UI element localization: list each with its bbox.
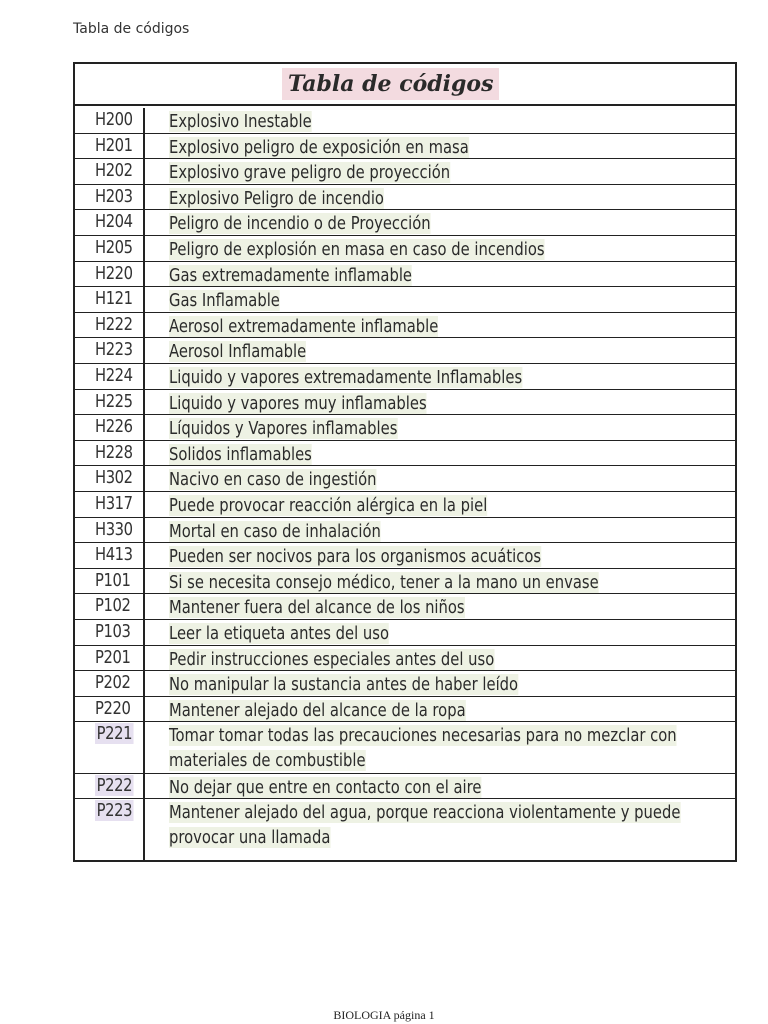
row-description-cell	[169, 339, 721, 364]
row-code: H223	[95, 339, 133, 361]
row-code: H226	[95, 416, 133, 438]
row-description-wrap	[169, 775, 721, 800]
row-description: Mantener fuera del alcance de los niños	[169, 597, 465, 619]
row-code: P101	[95, 569, 131, 591]
table-row	[75, 466, 735, 492]
row-description: Aerosol Inflamable	[169, 341, 307, 363]
codes-table	[73, 62, 737, 862]
row-description-cell	[169, 723, 721, 773]
row-description: Solidos inflamables	[169, 443, 312, 465]
table-row	[75, 364, 735, 390]
row-description-cell	[169, 647, 721, 672]
table-row	[75, 185, 735, 211]
row-description-cell	[169, 314, 721, 339]
row-description-wrap	[169, 800, 721, 850]
row-description: Nacivo en caso de ingestión	[169, 469, 377, 491]
row-description-cell	[169, 109, 721, 134]
row-description-cell	[169, 775, 721, 800]
row-code: P202	[95, 672, 131, 694]
row-description-wrap	[169, 723, 721, 773]
row-description-cell	[169, 570, 721, 595]
row-description-wrap	[169, 135, 721, 160]
table-row	[75, 262, 735, 288]
row-description-wrap	[169, 339, 721, 364]
row-description: Si se necesita consejo médico, tener a la mano un envase	[169, 571, 599, 593]
row-code: H302	[95, 467, 133, 489]
row-code: H225	[95, 390, 133, 412]
row-code: H317	[95, 493, 133, 514]
row-code: H121	[95, 288, 133, 310]
table-row	[75, 441, 735, 467]
table-row	[75, 569, 735, 595]
row-description: Pueden ser nocivos para los organismos acuáticos	[169, 546, 542, 568]
table-row	[75, 390, 735, 416]
table-row	[75, 774, 735, 800]
row-description-cell	[169, 442, 721, 467]
row-description-cell	[169, 416, 721, 441]
row-description: Peligro de incendio o de Proyección	[169, 213, 431, 235]
row-description-wrap	[169, 263, 721, 288]
row-description: Aerosol extremadamente inflamable	[169, 315, 439, 337]
row-description: Liquido y vapores muy inflamables	[169, 392, 427, 414]
table-title: Tabla de códigos	[282, 68, 499, 100]
row-code: H228	[95, 441, 133, 463]
row-description-wrap	[169, 493, 721, 518]
row-description-wrap	[169, 365, 721, 390]
table-row	[75, 697, 735, 723]
row-description-cell	[169, 672, 721, 697]
row-description-wrap	[169, 698, 721, 723]
row-description-wrap	[169, 647, 721, 672]
row-code: P222	[96, 774, 133, 796]
row-description-wrap	[169, 621, 721, 646]
row-description-cell	[169, 493, 721, 518]
table-row	[75, 108, 735, 134]
table-row	[75, 620, 735, 646]
row-code: P201	[95, 646, 131, 668]
row-code: P220	[95, 697, 131, 719]
row-code: H202	[95, 160, 133, 182]
row-description-wrap	[169, 288, 721, 313]
row-description: Liquido y vapores extremadamente Inflamables	[169, 367, 523, 388]
row-description-wrap	[169, 442, 721, 467]
row-description-wrap	[169, 544, 721, 569]
row-code: H200	[95, 109, 133, 130]
table-row	[75, 799, 735, 850]
row-description: Gas Inflamable	[169, 290, 280, 312]
row-code: H224	[95, 365, 133, 386]
row-description-cell	[169, 237, 721, 262]
row-code: P103	[95, 621, 131, 642]
row-description: Puede provocar reacción alérgica en la piel	[169, 495, 488, 516]
row-description-wrap	[169, 672, 721, 697]
row-description-cell	[169, 365, 721, 390]
row-description-wrap	[169, 186, 721, 211]
row-code: H220	[95, 262, 133, 284]
row-description-cell	[169, 698, 721, 723]
row-description-wrap	[169, 237, 721, 262]
row-description-cell	[169, 391, 721, 416]
row-description: No manipular la sustancia antes de haber leído	[169, 674, 519, 696]
table-row	[75, 492, 735, 518]
row-description-wrap	[169, 211, 721, 236]
table-row	[75, 313, 735, 339]
row-description-wrap	[169, 519, 721, 544]
table-row	[75, 134, 735, 160]
table-row	[75, 159, 735, 185]
row-description-wrap	[169, 467, 721, 492]
row-description: Mantener alejado del agua, porque reacciona violentamente y puede provocar una llamada	[169, 802, 681, 849]
row-code: H222	[95, 313, 133, 335]
page-footer: BIOLOGIA página 1	[333, 1008, 435, 1022]
row-description: Mortal en caso de inhalación	[169, 520, 381, 542]
row-description-cell	[169, 135, 721, 160]
row-description-cell	[169, 263, 721, 288]
row-description: Mantener alejado del alcance de la ropa	[169, 699, 466, 721]
table-row	[75, 722, 735, 773]
row-description-wrap	[169, 595, 721, 620]
row-description-wrap	[169, 570, 721, 595]
row-description-wrap	[169, 314, 721, 339]
row-code: P102	[95, 595, 131, 617]
row-code: H413	[95, 544, 133, 566]
row-description: No dejar que entre en contacto con el aire	[169, 776, 482, 798]
row-description-cell	[169, 186, 721, 211]
row-code: H205	[95, 237, 133, 258]
table-row	[75, 338, 735, 364]
row-description-wrap	[169, 391, 721, 416]
row-code: H203	[95, 185, 133, 207]
row-description: Gas extremadamente inflamable	[169, 264, 413, 286]
row-description-wrap	[169, 109, 721, 134]
row-description-cell	[169, 544, 721, 569]
table-row	[75, 543, 735, 569]
row-description-cell	[169, 519, 721, 544]
row-description-cell	[169, 595, 721, 620]
table-title-row	[75, 64, 735, 106]
row-description: Leer la etiqueta antes del uso	[169, 623, 389, 644]
row-description: Explosivo Inestable	[169, 111, 312, 132]
row-description-cell	[169, 621, 721, 646]
row-description-cell	[169, 467, 721, 492]
table-row	[75, 646, 735, 672]
row-description: Explosivo Peligro de incendio	[169, 187, 384, 209]
row-code: P223	[96, 800, 133, 822]
row-description: Líquidos y Vapores inflamables	[169, 418, 398, 440]
row-code: P221	[96, 723, 133, 745]
row-description-cell	[169, 800, 721, 850]
table-row	[75, 671, 735, 697]
row-description: Explosivo peligro de exposición en masa	[169, 136, 469, 158]
table-row	[75, 415, 735, 441]
row-description-cell	[169, 211, 721, 236]
row-description-wrap	[169, 160, 721, 185]
row-description: Pedir instrucciones especiales antes del uso	[169, 648, 495, 670]
row-description-cell	[169, 160, 721, 185]
table-row	[75, 518, 735, 544]
row-code: H204	[95, 211, 133, 233]
row-description-wrap	[169, 416, 721, 441]
row-description: Peligro de explosión en masa en caso de incendios	[169, 239, 545, 260]
table-row	[75, 287, 735, 313]
row-code: H330	[95, 518, 133, 540]
row-description-cell	[169, 288, 721, 313]
row-description: Tomar tomar todas las precauciones necesarias para no mezclar con materiales de combustible	[169, 725, 677, 772]
row-description: Explosivo grave peligro de proyección	[169, 162, 451, 184]
row-code: H201	[95, 134, 133, 156]
document-header: Tabla de códigos	[73, 21, 190, 37]
table-row	[75, 594, 735, 620]
table-row	[75, 210, 735, 236]
table-row	[75, 236, 735, 262]
